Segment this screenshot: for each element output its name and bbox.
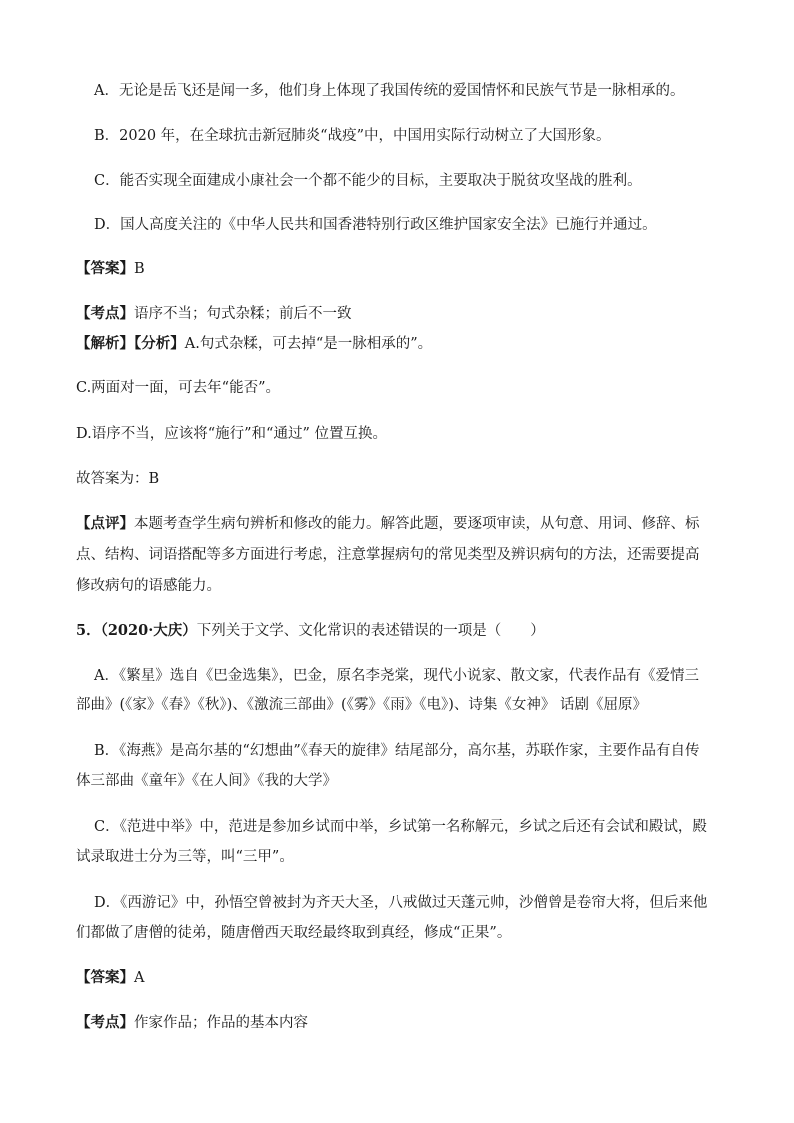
q5-answer-tag: 【答案】 xyxy=(76,969,134,986)
dianping-tag: 【点评】 xyxy=(76,515,134,532)
q4-option-a: A．无论是岳飞还是闻一多，他们身上体现了我国传统的爱国情怀和民族气节是一脉相承的。 xyxy=(94,83,685,99)
q5-option-c-2: 试录取进士分为三等，叫“三甲”。 xyxy=(76,849,294,865)
kaodian-tag: 【考点】 xyxy=(76,305,134,322)
q5-kaodian-tag: 【考点】 xyxy=(76,1014,134,1031)
q4-dianping-2: 点、结构、词语搭配等多方面进行考虑，注意掌握病句的常见类型及辨识病句的方法，还需要提高 xyxy=(76,547,700,563)
q4-option-c: C．能否实现全面建成小康社会一个都不能少的目标，主要取决于脱贫攻坚战的胜利。 xyxy=(94,173,642,189)
q5-option-b-1: B．《海燕》是高尔基的“幻想曲”《春天的旋律》结尾部分，高尔基，苏联作家，主要作品有自传 xyxy=(94,743,700,759)
fenxi-a: A.句式杂糅，可去掉“是一脉相承的”。 xyxy=(184,336,433,352)
q5-stem xyxy=(76,621,545,641)
q5-option-d-2: 们都做了唐僧的徒弟，随唐僧西天取经最终取到真经，修成“正果”。 xyxy=(76,925,512,941)
q5-number: 5． xyxy=(76,622,101,639)
q5-option-d-1: D．《西游记》中，孙悟空曾被封为齐天大圣，八戒做过天蓬元帅，沙僧曾是卷帘大将，但后来他 xyxy=(94,895,708,911)
q4-option-b: B．2020 年，在全球抗击新冠肺炎“战疫”中，中国用实际行动树立了大国形象。 xyxy=(94,128,611,144)
answer-value: B xyxy=(134,261,145,277)
q4-dianping-3: 修改病句的语感能力。 xyxy=(76,578,221,594)
q4-kaodian xyxy=(76,304,352,324)
q5-source: （2020·大庆） xyxy=(100,622,197,639)
q5-option-b-2: 体三部曲《童年》《在人间》《我的大学》 xyxy=(76,773,337,789)
q5-kaodian-text: 作家作品；作品的基本内容 xyxy=(134,1015,308,1031)
q4-option-d: D．国人高度关注的《中华人民共和国香港特别行政区维护国家安全法》已施行并通过。 xyxy=(94,217,657,233)
q4-final-answer: 故答案为：B xyxy=(76,471,160,487)
q4-fenxi-d: D.语序不当，应该将“施行”和“通过” 位置互换。 xyxy=(76,426,387,442)
q5-answer xyxy=(76,968,144,988)
q5-option-a-1: A．《繁星》选自《巴金选集》，巴金，原名李尧棠，现代小说家、散文家，代表作品有《爱情三 xyxy=(94,668,699,684)
q5-option-a-2: 部曲》(《家》《春》《秋》)、《激流三部曲》(《雾》《雨》《电》)、诗集《女神》 话剧《屈原》 xyxy=(76,697,647,713)
q5-answer-value: A xyxy=(134,970,145,986)
q5-kaodian xyxy=(76,1013,308,1033)
q4-answer xyxy=(76,259,145,279)
kaodian-text: 语序不当；句式杂糅；前后不一致 xyxy=(134,306,352,322)
jiexi-tag: 【解析】 xyxy=(76,335,134,352)
q4-fenxi-c: C.两面对一面，可去年“能否”。 xyxy=(76,380,281,396)
q5-stem-text: 下列关于文学、文化常识的表述错误的一项是（ ） xyxy=(196,623,545,639)
answer-tag: 【答案】 xyxy=(76,260,134,277)
q4-dianping-1 xyxy=(76,514,700,534)
q5-option-c-1: C．《范进中举》中，范进是参加乡试而中举，乡试第一名称解元，乡试之后还有会试和殿试，殿 xyxy=(94,819,707,835)
q4-jiexi xyxy=(76,334,432,354)
fenxi-tag: 【分析】 xyxy=(134,335,185,352)
dianping-text-1: 本题考查学生病句辨析和修改的能力。解答此题，要逐项审读，从句意、用词、修辞、标 xyxy=(134,516,700,532)
